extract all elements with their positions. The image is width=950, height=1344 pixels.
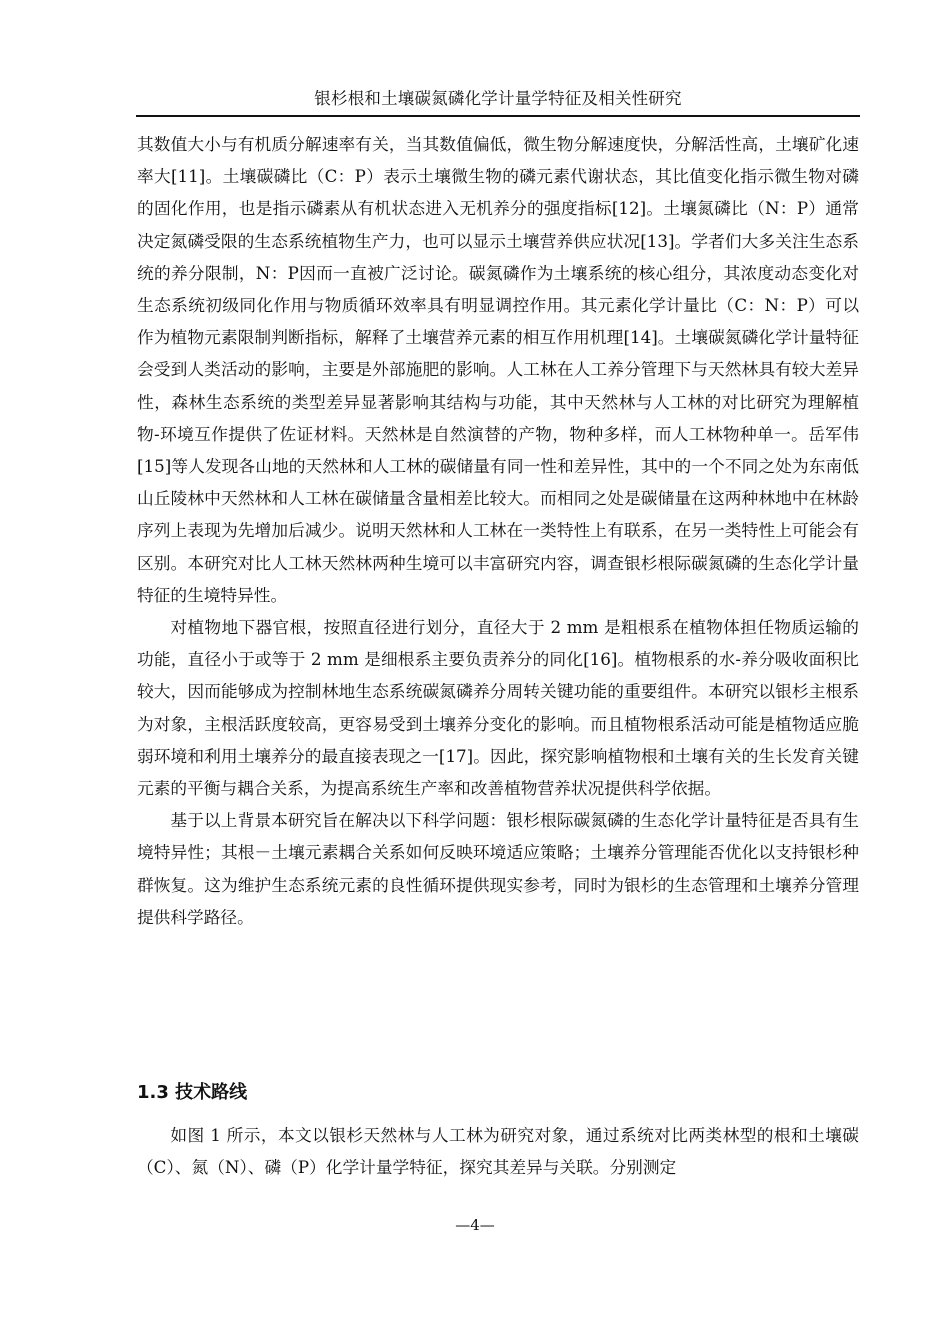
running-header: 银杉根和土壤碳氮磷化学计量学特征及相关性研究 <box>314 89 682 108</box>
header-rule <box>136 115 860 117</box>
page-number: —4— <box>455 1216 495 1234</box>
section-paragraph: 如图 1 所示，本文以银杉天然林与人工林为研究对象，通过系统对比两类林型的根和土壤碳（C）、氮（N）、磷（P）化学计量学特征，探究其差异与关联。分别测定 <box>137 1125 859 1178</box>
paragraph-2: 对植物地下器官根，按照直径进行划分，直径大于 2 mm 是粗根系在植物体担任物质运输的功能，直径小于或等于 2 mm 是细根系主要负责养分的同化[16]。植物根系的水-养分吸收面积比较大，因而能够成为控制林地生态系统碳氮磷养分周转关键功能的重要组件。本研究以银杉主根系为对象，主根活跃度较高，更容易受到土壤养分变化的影响。而且植物根系活动可能是植物适应脆弱环境和利用土壤养分的最直接表现之一[17]。因此，探究影响植物根和土壤有关的生长发育关键元素的平衡与耦合关系，为提高系统生产率和改善植物营养状况提供科学依据。 <box>137 617 859 799</box>
paragraph-1: 其数值大小与有机质分解速率有关，当其数值偏低，微生物分解速度快，分解活性高，土壤矿化速率大[11]。土壤碳磷比（C：P）表示土壤微生物的磷元素代谢状态，其比值变化指示微生物对磷的固化作用，也是指示磷素从有机状态进入无机养分的强度指标[12]。土壤氮磷比（N：P）通常决定氮磷受限的生态系统植物生产力，也可以显示土壤营养供应状况[13]。学者们大多关注生态系统的养分限制，N：P因而一直被广泛讨论。碳氮磷作为土壤系统的核心组分，其浓度动态变化对生态系统初级同化作用与物质循环效率具有明显调控作用。其元素化学计量比（C：N：P）可以作为植物元素限制判断指标，解释了土壤营养元素的相互作用机理[14]。土壤碳氮磷化学计量特征会受到人类活动的影响，主要是外部施肥的影响。人工林在人工养分管理下与天然林具有较大差异性，森林生态系统的类型差异显著影响其结构与功能，其中天然林与人工林的对比研究为理解植物-环境互作提供了佐证材料。天然林是自然演替的产物，物种多样，而人工林物种单一。岳军伟[15]等人发现各山地的天然林和人工林的碳储量有同一性和差异性，其中的一个不同之处为东南低山丘陵林中天然林和人工林在碳储量含量相差比较大。而相同之处是碳储量在这两种林地中在林龄序列上表现为先增加后减少。说明天然林和人工林在一类特性上有联系，在另一类特性上可能会有区别。本研究对比人工林天然林两种生境可以丰富研究内容，调查银杉根际碳氮磷的生态化学计量特征的生境特异性。 <box>137 134 859 605</box>
paragraph-3: 基于以上背景本研究旨在解决以下科学问题：银杉根际碳氮磷的生态化学计量特征是否具有生境特异性；其根－土壤元素耦合关系如何反映环境适应策略；土壤养分管理能否优化以支持银杉种群恢复。这为维护生态系统元素的良性循环提供现实参考，同时为银杉的生态管理和土壤养分管理提供科学路径。 <box>137 810 859 927</box>
body-text <box>137 128 859 933</box>
section-heading: 1.3 技术路线 <box>137 1082 248 1103</box>
section-body <box>137 1119 859 1183</box>
